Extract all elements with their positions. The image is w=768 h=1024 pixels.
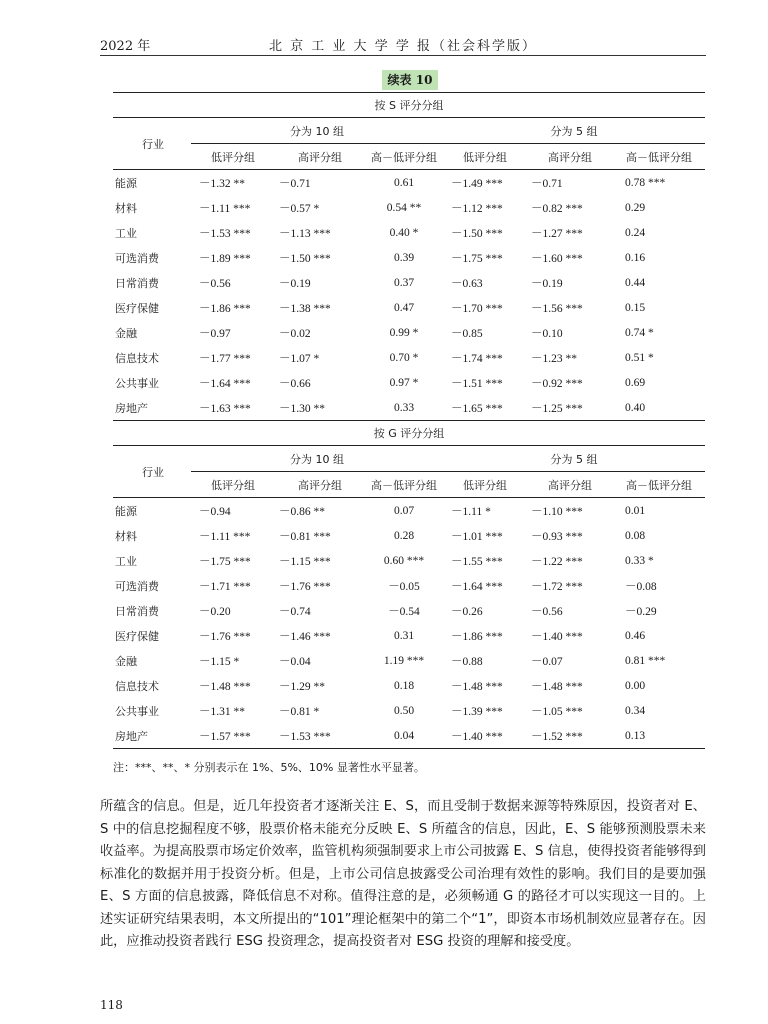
value-cell: 0.31	[393, 629, 415, 642]
value-cell: －0.19	[279, 277, 311, 290]
value-cell: 0.50	[393, 704, 415, 717]
value-cell: －0.05	[388, 580, 420, 593]
value-cell: 0.13	[613, 723, 705, 749]
value-cell: －1.07 *	[279, 352, 320, 365]
table-row	[113, 270, 705, 295]
table-caption: 续表 10	[382, 70, 438, 90]
table-row	[113, 320, 705, 345]
table-row	[113, 295, 705, 320]
value-cell: 0.40	[625, 401, 646, 414]
header-year: 2022 年	[100, 39, 151, 54]
value-cell: 0.24	[625, 226, 646, 239]
col-low-header: 低评分组	[211, 150, 255, 164]
value-cell: －0.26	[451, 605, 483, 618]
table-row	[113, 573, 705, 598]
col-diff-header: 高－低评分组	[371, 478, 437, 492]
value-cell: －0.57 *	[279, 202, 320, 215]
industry-cell: 能源	[113, 170, 191, 196]
col-low-header: 低评分组	[463, 478, 507, 492]
industry-cell: 公共事业	[115, 704, 159, 718]
value-cell: －1.29 **	[279, 680, 325, 693]
industry-cell: 材料	[115, 201, 137, 215]
value-cell: －1.77 ***	[199, 352, 251, 365]
split10-header: 分为 10 组	[191, 118, 443, 144]
value-cell: 0.08	[625, 529, 646, 542]
value-cell: －1.63 ***	[199, 402, 251, 415]
value-cell: 0.04	[365, 723, 443, 749]
value-cell: －1.64 ***	[451, 580, 503, 593]
value-cell: 0.61	[365, 170, 443, 196]
value-cell: －0.56	[531, 605, 563, 618]
industry-cell: 能源	[113, 498, 191, 524]
value-cell: －0.81 ***	[279, 530, 331, 543]
page-number: 118	[100, 998, 123, 1012]
value-cell: －1.10 ***	[527, 498, 613, 524]
value-cell: －1.11 ***	[199, 202, 251, 215]
value-cell: －0.71	[527, 170, 613, 196]
value-cell: －0.02	[279, 327, 311, 340]
value-cell: 0.81 ***	[625, 654, 666, 667]
table-row	[113, 673, 705, 698]
value-cell: 0.34	[625, 704, 646, 717]
value-cell: －1.01 ***	[451, 530, 503, 543]
table-row	[113, 523, 705, 548]
table-row	[113, 370, 705, 395]
value-cell: －1.49 ***	[443, 170, 527, 196]
industry-cell: 信息技术	[115, 679, 159, 693]
industry-cell: 公共事业	[115, 376, 159, 390]
value-cell: －0.88	[451, 655, 483, 668]
value-cell: －1.57 ***	[191, 723, 275, 749]
col-diff-header: 高－低评分组	[371, 150, 437, 164]
value-cell: －1.38 ***	[279, 302, 331, 315]
value-cell: 0.07	[365, 498, 443, 524]
value-cell: －0.93 ***	[531, 530, 583, 543]
industry-header: 行业	[113, 446, 191, 498]
col-low-header: 低评分组	[463, 150, 507, 164]
col-high-header: 高评分组	[298, 150, 342, 164]
value-cell: 0.78 ***	[613, 170, 705, 196]
value-cell: －1.25 ***	[531, 402, 583, 415]
body-paragraph: 所蕴含的信息。但是，近几年投资者才逐渐关注 E、S，而且受制于数据来源等特殊原因，投资者对 E、S 中的信息挖掘程度不够，股票价格未能充分反映 E、S 所蕴含的信息，因此，E、S 能够预测股票未来收益率。为提高股票市场定价效率，监管机构须强制要求上市公司披露 E、S 信息，使得投资者能够得到标准化的数据并用于投资分析。但是，上市公司信息披露受公司治理有效性的影响。我们目的是要加强 E、S 方面的信息披露，降低信息不对称。值得注意的是，必须畅通 G 的路径才可以实现这一目的。上述实证研究结果表明，本文所提出的“101”理论框架中的第二个“1”，即资本市场机制效应显著存在。因此，应推动投资者践行 ESG 投资理念，提高投资者对 ESG 投资的理解和接受度。	[100, 799, 706, 949]
industry-header: 行业	[113, 118, 191, 170]
value-cell: －0.74	[279, 605, 311, 618]
value-cell: －1.30 **	[279, 402, 325, 415]
table-row	[113, 220, 705, 245]
value-cell: －1.53 ***	[275, 723, 365, 749]
value-cell: 0.97 *	[389, 376, 419, 389]
table-row	[113, 345, 705, 370]
value-cell: －1.60 ***	[531, 252, 583, 265]
value-cell: －0.85	[451, 327, 483, 340]
value-cell: －1.11 *	[443, 498, 527, 524]
table-row	[113, 498, 705, 524]
industry-cell: 医疗保健	[115, 629, 159, 643]
value-cell: －0.04	[279, 655, 311, 668]
table-row	[113, 245, 705, 270]
value-cell: －1.46 ***	[279, 630, 331, 643]
value-cell: 0.54 **	[386, 201, 422, 214]
value-cell: －1.50 ***	[451, 227, 503, 240]
value-cell: 0.69	[625, 376, 646, 389]
value-cell: －1.32 **	[191, 170, 275, 196]
table-note: 注：***、**、* 分别表示在 1%、5%、10% 显著性水平显著。	[113, 761, 425, 774]
table-row	[113, 648, 705, 673]
value-cell: －1.11 ***	[199, 530, 251, 543]
value-cell: －1.48 ***	[531, 680, 583, 693]
value-cell: －0.97	[199, 327, 231, 340]
col-high-header: 高评分组	[548, 150, 592, 164]
value-cell: －0.92 ***	[531, 377, 583, 390]
value-cell: －1.89 ***	[199, 252, 251, 265]
value-cell: －0.81 *	[279, 705, 320, 718]
value-cell: －1.53 ***	[199, 227, 251, 240]
value-cell: 0.00	[625, 679, 646, 692]
value-cell: －0.56	[199, 277, 231, 290]
value-cell: －1.72 ***	[531, 580, 583, 593]
value-cell: －1.13 ***	[279, 227, 331, 240]
value-cell: －0.29	[625, 605, 657, 618]
industry-cell: 可选消费	[115, 579, 159, 593]
value-cell: －0.07	[531, 655, 563, 668]
col-high-header: 高评分组	[548, 478, 592, 492]
value-cell: －1.75 ***	[199, 555, 251, 568]
value-cell: －0.82 ***	[531, 202, 583, 215]
value-cell: －1.39 ***	[451, 705, 503, 718]
table-row	[113, 195, 705, 220]
industry-cell: 材料	[115, 529, 137, 543]
value-cell: 0.16	[625, 251, 646, 264]
industry-cell: 信息技术	[115, 351, 159, 365]
value-cell: 0.29	[625, 201, 646, 214]
value-cell: －1.64 ***	[199, 377, 251, 390]
value-cell: 1.19 ***	[383, 654, 425, 667]
value-cell: 0.40 *	[389, 226, 419, 239]
table-row	[113, 698, 705, 723]
value-cell: －1.15 ***	[279, 555, 331, 568]
value-cell: －0.10	[531, 327, 563, 340]
value-cell: 0.18	[393, 679, 415, 692]
value-cell: －0.08	[625, 580, 657, 593]
value-cell: 0.28	[393, 529, 415, 542]
industry-cell: 日常消费	[115, 604, 159, 618]
industry-cell: 医疗保健	[115, 301, 159, 315]
industry-cell: 金融	[115, 326, 137, 340]
value-cell: －1.15 *	[199, 655, 240, 668]
industry-cell: 日常消费	[115, 276, 159, 290]
value-cell: 0.60 ***	[383, 554, 425, 567]
value-cell: －1.86 ***	[199, 302, 251, 315]
value-cell: －1.52 ***	[527, 723, 613, 749]
value-cell: －1.76 ***	[279, 580, 331, 593]
value-cell: －1.56 ***	[531, 302, 583, 315]
value-cell: －1.22 ***	[531, 555, 583, 568]
value-cell: －0.54	[388, 605, 420, 618]
table-row	[113, 548, 705, 573]
industry-cell: 房地产	[115, 401, 148, 415]
industry-cell: 工业	[115, 554, 137, 568]
table-row	[113, 598, 705, 623]
table-row	[113, 395, 705, 421]
value-cell: －1.71 ***	[199, 580, 251, 593]
value-cell: －1.40 ***	[531, 630, 583, 643]
section-s-title: 按 S 评分分组	[113, 93, 705, 118]
value-cell: 0.33	[393, 401, 415, 414]
value-cell: －1.86 ***	[451, 630, 503, 643]
value-cell: －1.55 ***	[451, 555, 503, 568]
value-cell: －0.94	[191, 498, 275, 524]
table-row	[113, 623, 705, 648]
split10-header: 分为 10 组	[191, 446, 443, 472]
col-diff-header: 高－低评分组	[626, 150, 692, 164]
col-high-header: 高评分组	[298, 478, 342, 492]
value-cell: －0.86 **	[275, 498, 365, 524]
value-cell: －1.31 **	[199, 705, 245, 718]
industry-cell: 金融	[115, 654, 137, 668]
table-row	[113, 170, 705, 196]
value-cell: －1.50 ***	[279, 252, 331, 265]
value-cell: －1.27 ***	[531, 227, 583, 240]
value-cell: －1.05 ***	[531, 705, 583, 718]
value-cell: 0.47	[393, 301, 415, 314]
value-cell: 0.01	[613, 498, 705, 524]
value-cell: 0.33 *	[625, 554, 654, 567]
split5-header: 分为 5 组	[443, 118, 705, 144]
journal-title: 北 京 工 业 大 学 学 报（社会科学版）	[269, 39, 537, 54]
value-cell: 0.99 *	[389, 326, 419, 339]
col-diff-header: 高－低评分组	[626, 478, 692, 492]
value-cell: 0.44	[625, 276, 646, 289]
value-cell: 0.74 *	[625, 326, 654, 339]
industry-cell: 可选消费	[115, 251, 159, 265]
value-cell: －0.66	[279, 377, 311, 390]
value-cell: －1.65 ***	[451, 402, 503, 415]
value-cell: －1.74 ***	[451, 352, 503, 365]
value-cell: －1.40 ***	[443, 723, 527, 749]
value-cell: －1.48 ***	[199, 680, 251, 693]
value-cell: －0.19	[531, 277, 563, 290]
value-cell: －0.63	[451, 277, 483, 290]
col-low-header: 低评分组	[211, 478, 255, 492]
value-cell: －1.75 ***	[451, 252, 503, 265]
value-cell: 0.51 *	[625, 351, 654, 364]
industry-cell: 房地产	[113, 723, 191, 749]
industry-cell: 工业	[115, 226, 137, 240]
value-cell: －1.12 ***	[451, 202, 503, 215]
value-cell: －1.51 ***	[451, 377, 503, 390]
results-table	[113, 92, 705, 749]
value-cell: －1.70 ***	[451, 302, 503, 315]
split5-header: 分为 5 组	[443, 446, 705, 472]
running-header	[100, 33, 706, 56]
value-cell: －1.76 ***	[199, 630, 251, 643]
value-cell: 0.37	[393, 276, 415, 289]
value-cell: －1.23 **	[531, 352, 577, 365]
value-cell: 0.46	[625, 629, 646, 642]
table-row	[113, 723, 705, 749]
value-cell: 0.39	[393, 251, 415, 264]
value-cell: 0.15	[625, 301, 646, 314]
value-cell: －0.20	[199, 605, 231, 618]
value-cell: －1.48 ***	[451, 680, 503, 693]
value-cell: －0.71	[275, 170, 365, 196]
section-g-title: 按 G 评分分组	[113, 421, 705, 446]
value-cell: 0.70 *	[389, 351, 419, 364]
